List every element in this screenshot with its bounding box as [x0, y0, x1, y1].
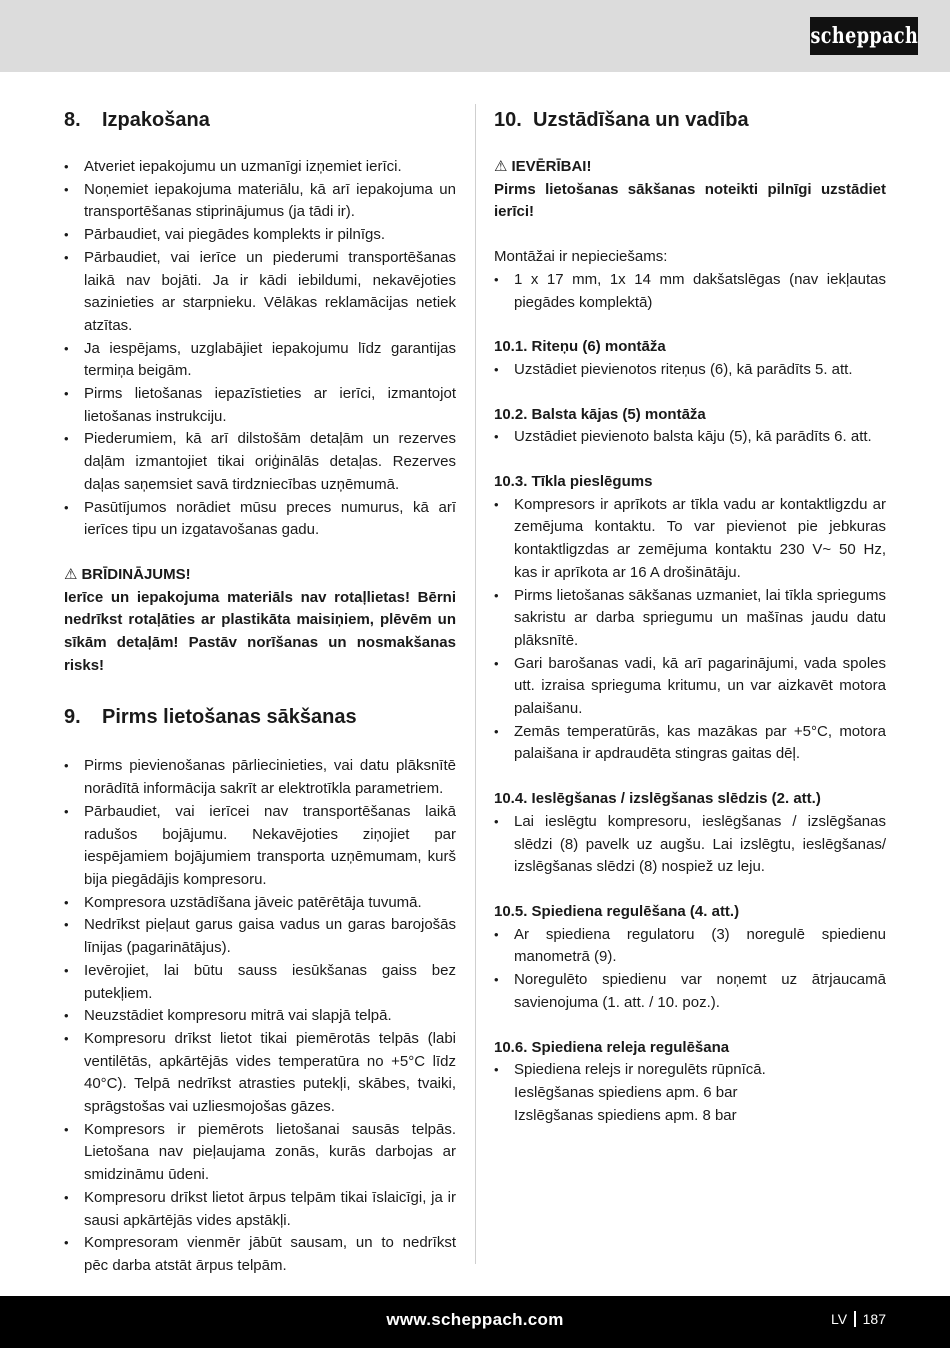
- pressure-values: [494, 1082, 886, 1127]
- list-item: • Pirms lietošanas sākšanas uzmaniet, lai tīkla spriegums sakristu ar darba spriegumu un mašīnas jaudu datu plāksnītē.: [494, 585, 886, 653]
- list-item: • Kompresoru drīkst lietot tikai piemērotās telpās (labi ventilētās, apkārtējās vides temperatūra no +5°C līdz 40°C). Telpā nedrīkst atrasties putekļi, skābes, tvaiki, sprāgstošas vai uzliesmojošas gāzes.: [64, 1028, 456, 1119]
- list-item: • 1 x 17 mm, 1x 14 mm dakšatslēgas (nav iekļautas piegādes komplektā): [494, 269, 886, 314]
- footer-band: [0, 1296, 950, 1348]
- warning-title: BRĪDINĀJUMS!: [81, 565, 191, 583]
- section-10-4-list: [494, 811, 886, 879]
- list-item: • Piederumiem, kā arī dilstošām detaļām un rezerves daļām izmantojiet tikai oriģinālās detaļas. Rezerves daļas saņemsiet savā tirdzniecības uzņēmumā.: [64, 428, 456, 496]
- list-item: • Uzstādiet pievienoto balsta kāju (5), kā parādīts 6. att.: [494, 426, 886, 449]
- warning-block: [64, 564, 456, 678]
- brand-logo: scheppach: [810, 17, 918, 55]
- list-item: • Pirms lietošanas iepazīstieties ar ierīci, izmantojot lietošanas instrukciju.: [64, 383, 456, 428]
- list-item: • Atveriet iepakojumu un uzmanīgi izņemiet ierīci.: [64, 156, 456, 179]
- mount-list: [494, 269, 886, 314]
- right-column: [494, 104, 886, 1127]
- section-10-5-heading: 10.5. Spiediena regulēšana (4. att.): [494, 902, 740, 920]
- section-10-2-heading: 10.2. Balsta kājas (5) montāža: [494, 405, 706, 423]
- section-10-2-list: [494, 426, 886, 449]
- section-10-4-heading: 10.4. Ieslēgšanas / izslēgšanas slēdzis (2. att.): [494, 790, 821, 808]
- section-8-heading: 8. Izpakošana: [64, 109, 210, 131]
- warning-text: Ierīce un iepakojuma materiāls nav rotaļlietas! Bērni nedrīkst rotaļāties ar plastikāta maisiņiem, plēvēm un sīkām detaļām! Pastāv norīšanas un nosmakšanas risks!: [64, 588, 456, 674]
- footer-url: www.scheppach.com: [386, 1310, 564, 1329]
- page-indicator: [831, 1311, 886, 1327]
- list-item: • Pārbaudiet, vai ierīcei nav transportēšanas laikā radušos bojājumu. Nekavējoties ziņojiet par iespējamiem bojājumiem transporta uzņēmumam, kurš bija piegādājis kompresoru.: [64, 801, 456, 892]
- section-10-heading: 10. Uzstādīšana un vadība: [494, 109, 749, 131]
- list-item: • Pārbaudiet, vai ierīce un piederumi transportēšanas laikā nav bojāti. Ja ir kādi iebildumi, nekavējoties sazinieties ar starpnieku. Vēlākas reklamācijas netiek atzītas.: [64, 247, 456, 338]
- column-divider: [475, 104, 476, 1264]
- section-10-3-list: [494, 494, 886, 766]
- list-item: • Zemās temperatūrās, kas mazākas par +5°C, motora palaišana ir apdraudēta stingras gaitas dēļ.: [494, 721, 886, 766]
- mount-intro: Montāžai ir nepieciešams:: [494, 248, 668, 266]
- list-item: • Lai ieslēgtu kompresoru, ieslēgšanas / izslēgšanas slēdzi (8) pavelk uz augšu. Lai izslēgtu, ieslēgšanas/ izslēgšanas slēdzi (8) nospiež uz leju.: [494, 811, 886, 879]
- on-pressure-line: Ieslēgšanas spiediens apm. 6 bar: [514, 1083, 738, 1101]
- left-column: [64, 104, 456, 1278]
- list-item: • Kompresors ir aprīkots ar tīkla vadu ar kontaktligzdu ar zemējuma kontaktu. To var pievienot pie jebkuras kontaktligzdas ar zemējuma kontaktu 230 V~ 50 Hz, kas ir aprīkota ar 16 A drošinātāju.: [494, 494, 886, 585]
- section-9-list: [64, 755, 456, 1277]
- list-item: • Pārbaudiet, vai piegādes komplekts ir pilnīgs.: [64, 224, 456, 247]
- list-item: • Noņemiet iepakojuma materiālu, kā arī iepakojuma un transportēšanas stiprinājumus (ja tādi ir).: [64, 179, 456, 224]
- list-item: • Pirms pievienošanas pārliecinieties, vai datu plāksnītē norādītā informācija sakrīt ar elektrotīkla parametriem.: [64, 755, 456, 800]
- page-number: 187: [862, 1311, 886, 1327]
- warning-icon: ⚠: [64, 565, 78, 583]
- off-pressure-line: Izslēgšanas spiediens apm. 8 bar: [514, 1106, 737, 1124]
- section-10-6-list: [494, 1059, 886, 1082]
- section-10-5-list: [494, 924, 886, 1015]
- section-10-1-heading: 10.1. Riteņu (6) montāža: [494, 338, 666, 356]
- list-item: • Nedrīkst pieļaut garus gaisa vadus un garas barojošās līnijas (pagarinātājus).: [64, 914, 456, 959]
- list-item: • Kompresoram vienmēr jābūt sausam, un to nedrīkst pēc darba atstāt ārpus telpām.: [64, 1232, 456, 1277]
- list-item: • Ievērojiet, lai būtu sauss iesūkšanas gaiss bez putekļiem.: [64, 960, 456, 1005]
- attention-title: IEVĒRĪBAI!: [511, 158, 592, 175]
- list-item: • Pasūtījumos norādiet mūsu preces numurus, kā arī ierīces tipu un izgatavošanas gadu.: [64, 497, 456, 542]
- attention-block: [494, 156, 886, 224]
- section-10-1-list: [494, 359, 886, 382]
- list-item: • Ja iespējams, uzglabājiet iepakojumu līdz garantijas termiņa beigām.: [64, 338, 456, 383]
- attention-text: Pirms lietošanas sākšanas noteikti pilnīgi uzstādiet ierīci!: [494, 180, 886, 221]
- header-band: [0, 0, 950, 72]
- list-item: • Kompresoru drīkst lietot ārpus telpām tikai īslaicīgi, ja ir sausi apkārtējās vides apstākļi.: [64, 1187, 456, 1232]
- list-item: • Gari barošanas vadi, kā arī pagarinājumi, vada spoles utt. izraisa sprieguma kritumu, un var aizkavēt motora palaišanu.: [494, 653, 886, 721]
- list-item: • Kompresors ir piemērots lietošanai sausās telpās. Lietošana nav pieļaujama zonās, kurās darbojas ar smidzināmu ūdeni.: [64, 1119, 456, 1187]
- section-8-list: [64, 156, 456, 542]
- list-item: • Neuzstādiet kompresoru mitrā vai slapjā telpā.: [64, 1005, 456, 1028]
- list-item: • Kompresora uzstādīšana jāveic patērētāja tuvumā.: [64, 892, 456, 915]
- list-item: • Ar spiediena regulatoru (3) noregulē spiedienu manometrā (9).: [494, 924, 886, 969]
- list-item: • Uzstādiet pievienotos riteņus (6), kā parādīts 5. att.: [494, 359, 886, 382]
- section-10-3-heading: 10.3. Tīkla pieslēgums: [494, 473, 653, 491]
- list-item: • Noregulēto spiedienu var noņemt uz ātrjaucamā savienojuma (1. att. / 10. poz.).: [494, 969, 886, 1014]
- separator: [854, 1311, 856, 1327]
- section-10-6-heading: 10.6. Spiediena releja regulēšana: [494, 1038, 730, 1056]
- list-item: • Spiediena relejs ir noregulēts rūpnīcā.: [494, 1059, 886, 1082]
- section-9-heading: 9. Pirms lietošanas sākšanas: [64, 706, 357, 729]
- language-code: LV: [831, 1311, 848, 1327]
- warning-icon: ⚠: [494, 158, 508, 175]
